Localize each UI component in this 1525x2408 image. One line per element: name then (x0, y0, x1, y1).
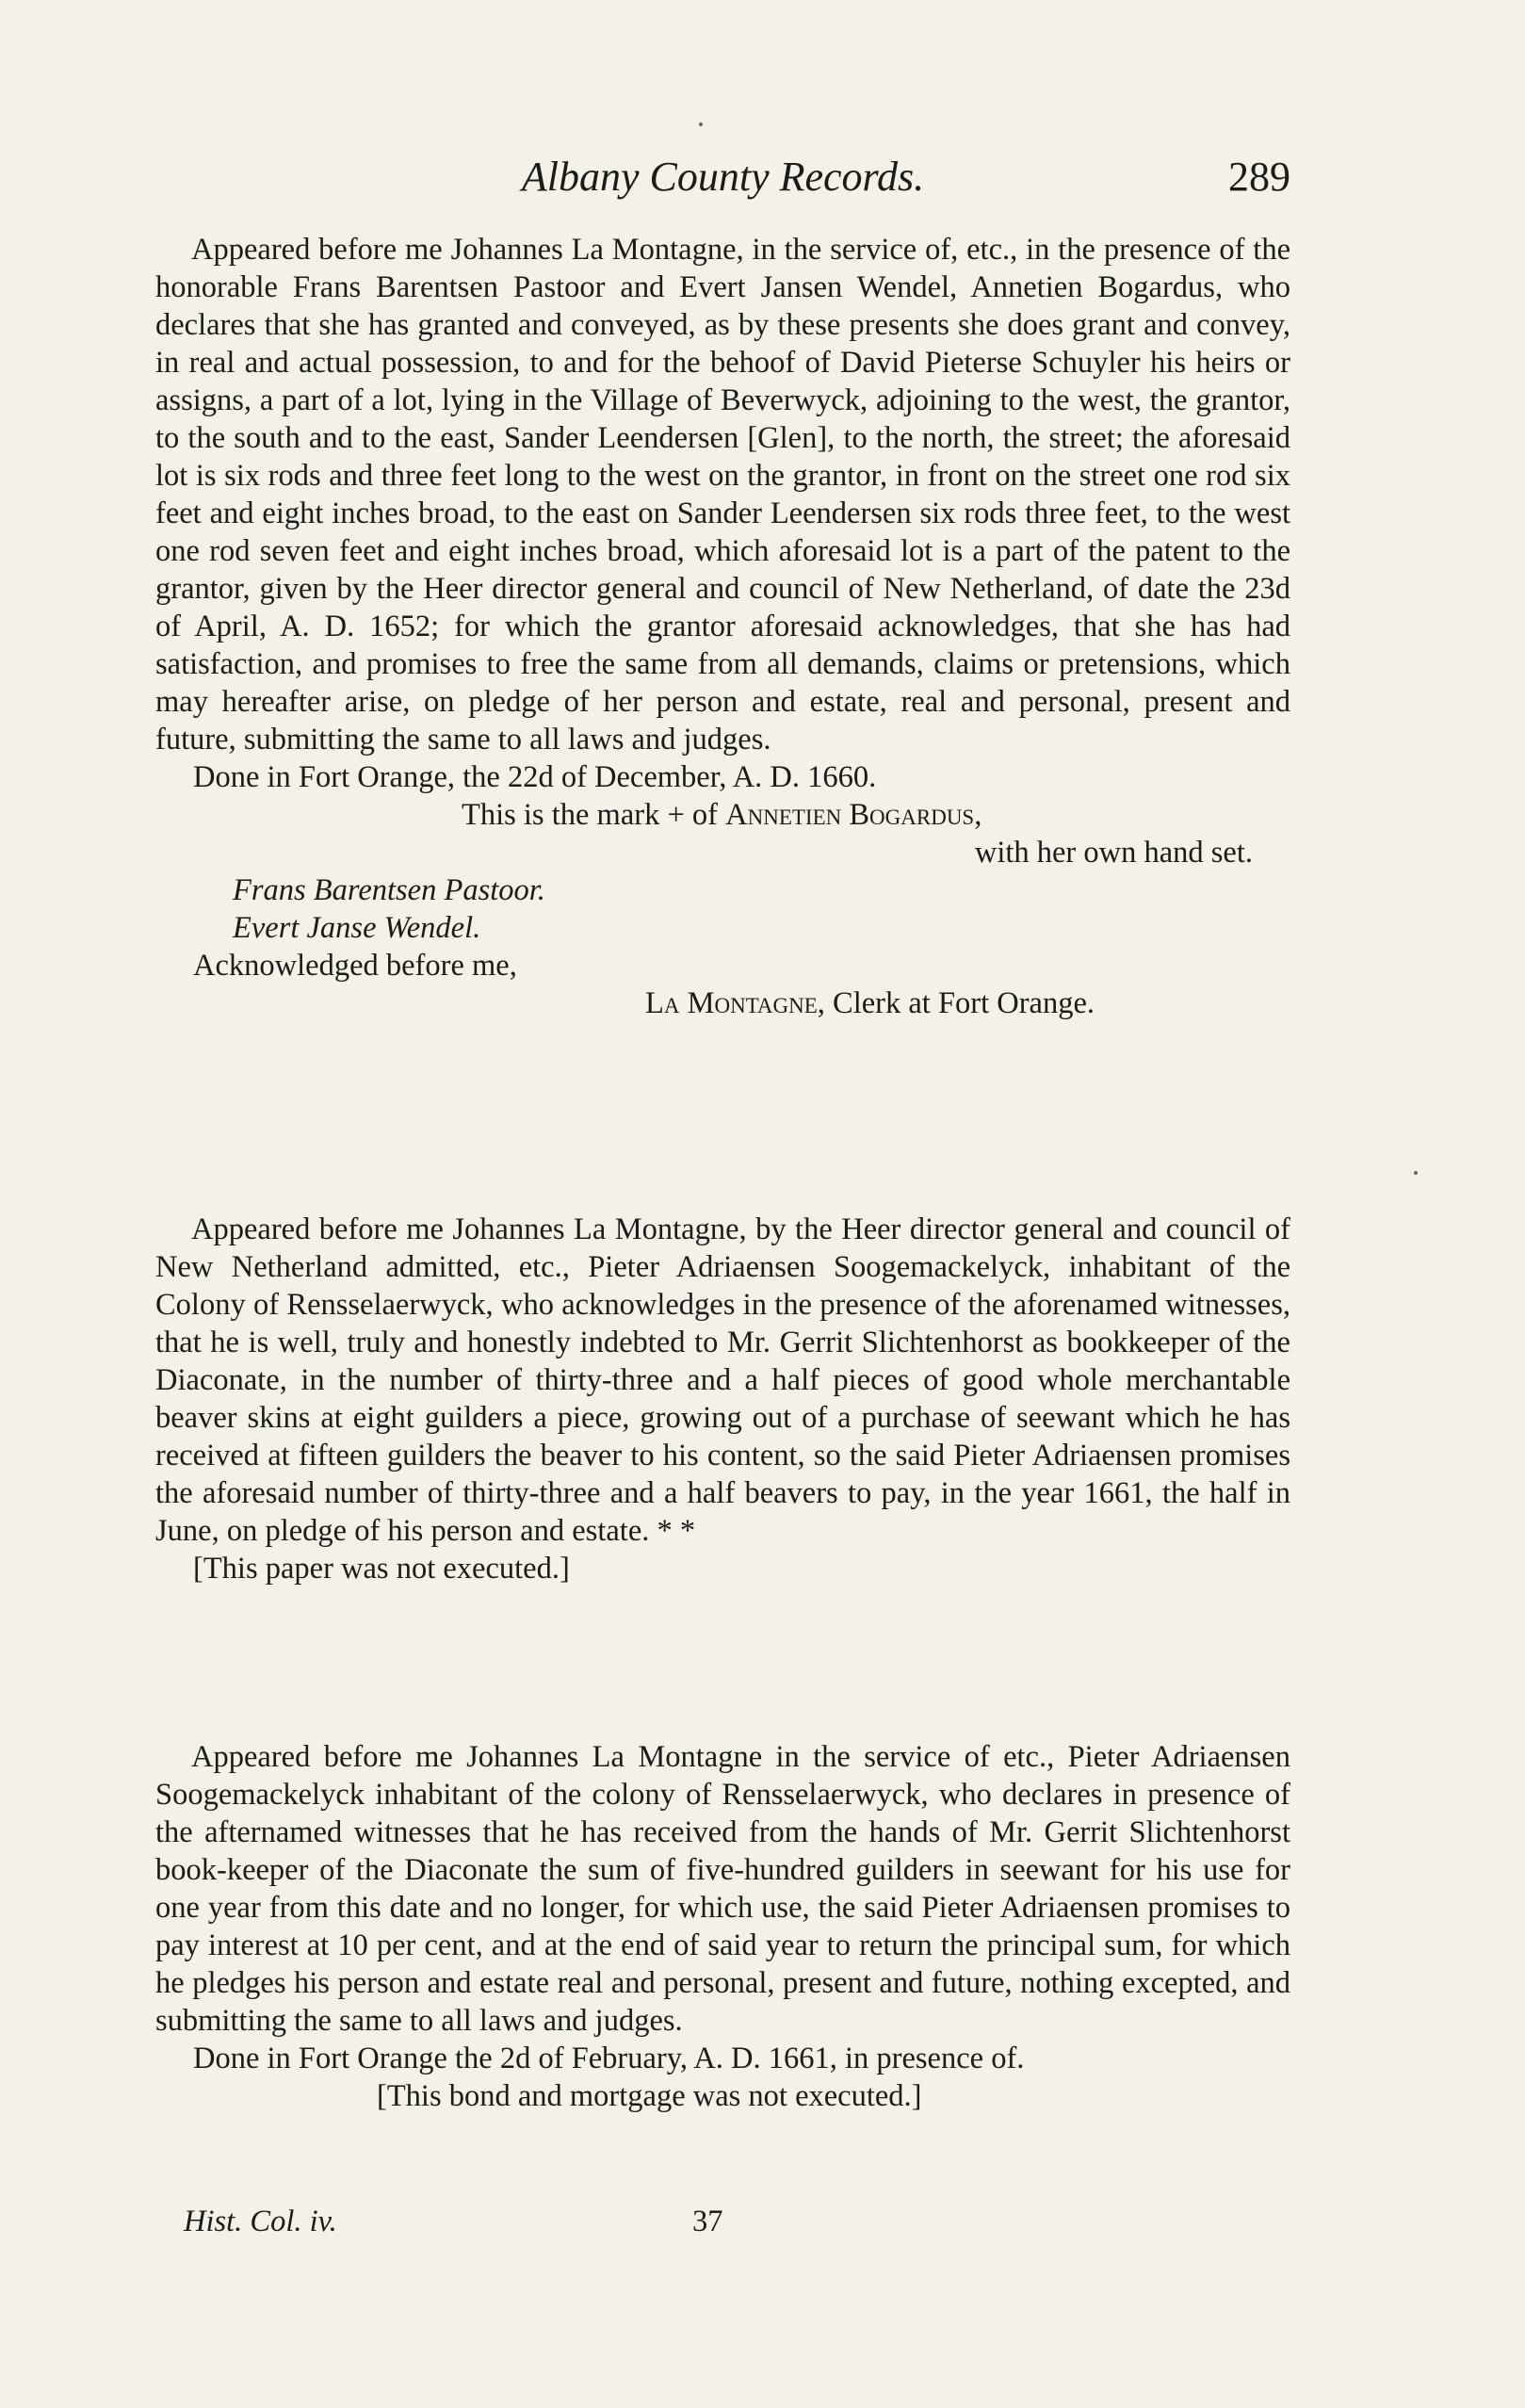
done-line: Done in Fort Orange the 2d of February, A. D. 1661, in presence of. (193, 2042, 1025, 2075)
page-footer (184, 2203, 843, 2240)
debt-paragraph: Appeared before me Johannes La Montagne, by the Heer director general and council of New Netherland admitted, etc., Pieter Adriaensen Soogemackelyck, inhabitant of the Colony of Rensselaerwyck, who acknowledges in the presence of the aforenamed witnesses, that he is well, truly and honestly indebted to Mr. Gerrit Slichtenhorst as bookkeeper of the Diaconate, in the number of thirty-three and a half pieces of good whole merchantable beaver skins at eight guilders a piece, growing out of a purchase of seewant which he has received at fifteen guilders the beaver to his content, so the said Pieter Adriaensen promises the aforesaid number of thirty-three and a half beavers to pay, in the year 1661, the half in June, on pledge of his person and estate. * * (155, 1212, 1290, 1548)
clerk-line (155, 984, 1290, 1022)
sheet-number: 37 (692, 2205, 723, 2238)
acknowledged-line: Acknowledged before me, (193, 949, 517, 983)
paper-speck (1414, 1171, 1418, 1175)
execution-note: [This paper was not executed.] (193, 1552, 570, 1586)
mark-prefix: This is the mark (462, 798, 660, 832)
signature-mark: Hist. Col. iv. (184, 2205, 337, 2238)
mark-line (155, 796, 1290, 834)
witness-signature-1: Frans Barentsen Pastoor. (233, 873, 545, 907)
grantor-name: Annetien Bogardus, (725, 798, 982, 832)
paper-speck (699, 122, 703, 126)
execution-note: [This bond and mortgage was not executed.] (377, 2079, 922, 2113)
bond-paragraph: Appeared before me Johannes La Montagne in the service of etc., Pieter Adriaensen Soogemackelyck inhabitant of the colony of Rensselaerwyck, who declares in presence of the afternamed witnesses that he has received from the hands of Mr. Gerrit Slichtenhorst book-keeper of the Diaconate the sum of five-hundred guilders in seewant for his use for one year from this date and no longer, for which use, the said Pieter Adriaensen promises to pay interest at 10 per cent, and at the end of said year to return the principal sum, for which he pledges his person and estate real and personal, present and future, nothing excepted, and submitting the same to all laws and judges. (155, 1740, 1290, 2038)
witness-signature-2: Evert Janse Wendel. (233, 911, 481, 945)
entry-pieter-adriaensen-bond (155, 1738, 1290, 2115)
deed-paragraph: Appeared before me Johannes La Montagne, in the service of, etc., in the presence of the honorable Frans Barentsen Pastoor and Evert Jansen Wendel, Annetien Bogardus, who declares that she has granted and conveyed, as by these presents she does grant and convey, in real and actual possession, to and for the behoof of David Pieterse Schuyler his heirs or assigns, a part of a lot, lying in the Village of Beverwyck, adjoining to the west, the grantor, to the south and to the east, Sander Leendersen [Glen], to the north, the street; the aforesaid lot is six rods and three feet long to the west on the grantor, in front on the street one rod six feet and eight inches broad, to the east on Sander Leendersen six rods three feet, to the west one rod seven feet and eight inches broad, which aforesaid lot is a part of the patent to the grantor, given by the Heer director general and council of New Netherland, of date the 23d of April, A. D. 1652; for which the grantor aforesaid acknowledges, that she has had satisfaction, and promises to free the same from all demands, claims or pretensions, which may hereafter arise, on pledge of her person and estate, real and personal, present and future, submitting the same to all laws and judges. (155, 233, 1290, 757)
running-title: Albany County Records. (521, 154, 925, 200)
page-header (155, 149, 1290, 205)
entry-annetien-bogardus (155, 231, 1290, 1022)
mark-symbol: + (667, 798, 685, 832)
entry-pieter-adriaensen-debt (155, 1211, 1290, 1587)
done-line: Done in Fort Orange, the 22d of December, A. D. 1660. (193, 760, 877, 794)
mark-of: of (691, 798, 718, 832)
page-number: 289 (1228, 154, 1290, 200)
mark-suffix: with her own hand set. (974, 836, 1253, 870)
clerk-title: Clerk at Fort Orange. (833, 986, 1095, 1020)
clerk-name: La Montagne, (645, 986, 825, 1020)
